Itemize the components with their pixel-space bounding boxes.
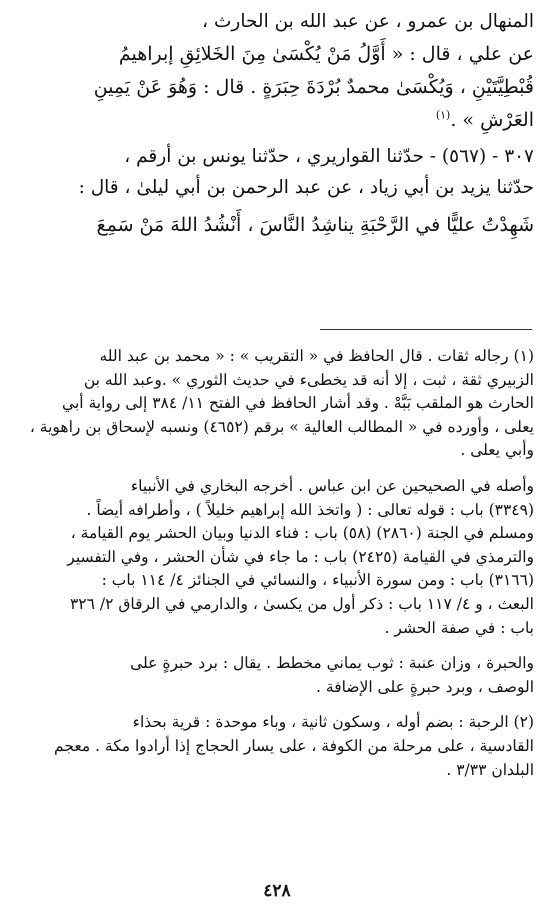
footnote-line: ومسلم في الجنة (٢٨٦٠) (٥٨) باب : فناء الدنيا وبيان الحشر يوم القيامة ، <box>70 524 534 543</box>
text-line-content: العَرْشِ » . <box>450 108 534 131</box>
footnote-line: وأبي يعلى . <box>460 441 534 460</box>
footnotes <box>22 345 534 794</box>
text-line <box>22 210 534 242</box>
footnote-marker: (١) <box>435 108 451 122</box>
text-line: قُبْطِيَّتَيْنِ ، وَيُكْسَىٰ محمدٌ بُرْدَةَ حِبَرَةٍ . قال : وَهُوَ عَنْ يَمِينِ <box>93 75 534 98</box>
footnote-line: (٣١٦٦) باب : ومن سورة الأنبياء ، والنسائي في الجنائز ٤/ ١١٤ باب : <box>101 571 534 590</box>
footnote-line: البعث ، و ٤/ ١١٧ باب : ذكر أول من يكسىٰ ، والدارمي في الرقاق ٢/ ٣٢٦ <box>69 594 534 613</box>
text-line: عن علي ، قال : « أَوَّلُ مَنْ يُكْسَىٰ مِنَ الخَلائِقِ إبراهيمُ <box>118 42 534 65</box>
page-number: ٤٢٨ <box>263 881 291 901</box>
footnote-line: والحبرة ، وزان عنبة : ثوب يماني مخطط . يقال : برد حبرةٍ على <box>130 654 534 673</box>
footnote-line: (٢) الرحبة : بضم أوله ، وسكون ثانية ، وباء موحدة : قرية بحذاء <box>132 713 534 732</box>
footnote-paragraph <box>22 345 534 463</box>
footnote-line: الحارث هو الملقب بَبَّهْ . وقد أشار الحافظ في الفتح ١١/ ٣٨٤ إلى رواية أبي <box>62 394 534 413</box>
text-line <box>22 104 534 137</box>
text-line: حدّثنا يزيد بن أبي زياد ، عن عبد الرحمن بن أبي ليلىٰ ، قال : <box>78 177 534 198</box>
footnote-line: والترمذي في القيامة (٢٤٢٥) باب : ما جاء في شأن الحشر ، وفي التفسير <box>67 547 534 566</box>
footnote-line: (١) رجاله ثقات . قال الحافظ في « التقريب » : « محمد بن عبد الله <box>99 347 534 365</box>
footnote-paragraph <box>22 652 534 699</box>
footnote-paragraph <box>22 475 534 640</box>
footnote-line: البلدان ٣/٣٣ . <box>446 760 534 779</box>
footnote-line: يعلى ، وأورده في « المطالب العالية » برقم (٤٦٥٢) ونسبه لإسحاق بن راهوية ، <box>29 417 534 436</box>
footnote-line: القادسية ، على مرحلة من الكوفة ، على يسار الحجاج إذا أرادوا مكة . معجم <box>54 736 534 755</box>
footnote-divider <box>320 329 532 330</box>
footnote-line: الزبيري ثقة ، ثبت ، إلا أنه قد يخطىء في حديث الثوري » .وعبد الله بن <box>83 370 534 389</box>
footnote-line: (٣٣٤٩) باب : قوله تعالى : ( واتخذ الله إبراهيم خليلاً ) ، وأطرافه أيضاً . <box>86 500 534 519</box>
text-line-content: شَهِدْتُ عليًّا في الرَّحْبَةِ يناشِدُ النَّاسَ ، أَنْشُدُ اللهَ مَنْ سَمِعَ <box>96 213 534 236</box>
footnote-line: باب : في صفة الحشر . <box>384 618 534 637</box>
text-line: المنهال بن عمرو ، عن عبد الله بن الحارث ، <box>202 11 534 32</box>
footnote-line: الوصف ، وبرد حبرةٍ على الإضافة . <box>316 677 534 696</box>
footnote-paragraph <box>22 711 534 782</box>
main-text <box>22 6 534 241</box>
footnote-line: وأصله في الصحيحين عن ابن عباس . أخرجه البخاري في الأنبياء <box>130 476 534 495</box>
hadith-heading: ٣٠٧ - (٥٦٧) - حدّثنا القواريري ، حدّثنا يونس بن أرقم ، <box>124 145 534 167</box>
